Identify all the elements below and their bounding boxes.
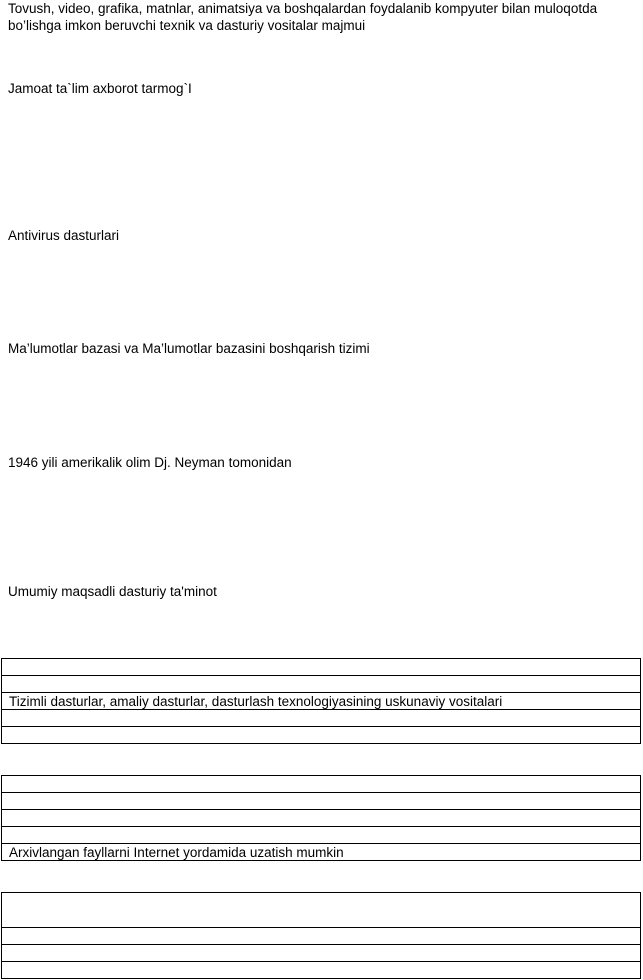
table-cell [2, 793, 641, 810]
answer-text-3: Antivirus dasturlari [8, 228, 120, 243]
answer-table-2 [1, 775, 641, 861]
answer-table-3 [1, 892, 641, 979]
table-row [2, 962, 641, 979]
table-row [2, 893, 641, 928]
table-cell [2, 945, 641, 962]
table-cell [2, 810, 641, 827]
table-row [2, 844, 641, 861]
table-cell [2, 928, 641, 945]
table-row [2, 793, 641, 810]
table-cell [2, 659, 641, 676]
answer-text-5: 1946 yili amerikalik olim Dj. Neyman tomonidan [8, 455, 292, 470]
table-row [2, 659, 641, 676]
table-row [2, 810, 641, 827]
table-cell [2, 893, 641, 928]
table-cell: Arxivlangan fayllarni Internet yordamida uzatish mumkin [2, 844, 641, 861]
table-row [2, 693, 641, 710]
table-cell [2, 710, 641, 727]
table-row [2, 710, 641, 727]
answer-text-4: Ma’lumotlar bazasi va Ma’lumotlar bazasini boshqarish tizimi [8, 341, 370, 356]
table-row [2, 776, 641, 793]
table-row [2, 928, 641, 945]
table-cell [2, 727, 641, 744]
table-row [2, 827, 641, 844]
table-cell [2, 827, 641, 844]
table-row [2, 676, 641, 693]
table-cell: Tizimli dasturlar, amaliy dasturlar, dasturlash texnologiyasining uskunaviy vositalari [2, 693, 641, 710]
answer-text-2: Jamoat ta`lim axborot tarmog`I [8, 81, 192, 96]
table-cell [2, 676, 641, 693]
answer-text-6: Umumiy maqsadli dasturiy ta'minot [8, 584, 217, 599]
table-cell [2, 776, 641, 793]
table-row [2, 727, 641, 744]
table-row [2, 945, 641, 962]
answer-text-1: Tovush, video, grafika, matnlar, animatsiya va boshqalardan foydalanib kompyuter bilan muloqotda bo’lishga imkon beruvchi texnik va dasturiy vositalar majmui [8, 1, 598, 33]
table-cell [2, 962, 641, 979]
answer-table-1 [1, 658, 641, 744]
